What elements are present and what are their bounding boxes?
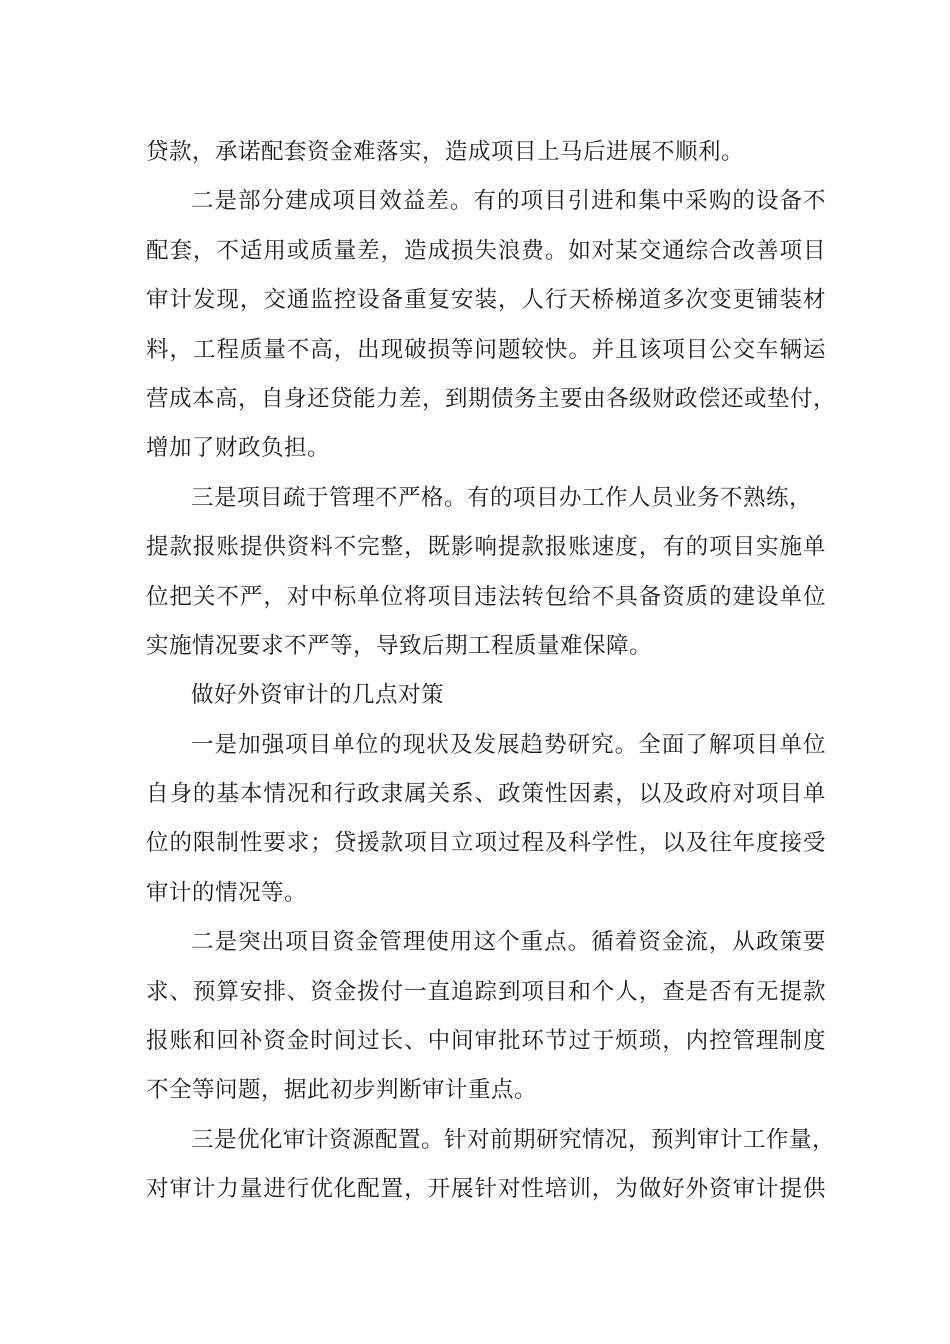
text-line: 位的限制性要求；贷援款项目立项过程及科学性，以及往年度接受 <box>146 830 826 857</box>
text-line: 报账和回补资金时间过长、中间审批环节过于烦琐，内控管理制度 <box>146 1028 826 1055</box>
text-line: 审计的情况等。 <box>146 879 308 906</box>
paragraph-research <box>146 721 826 919</box>
text-line: 三是项目疏于管理不严格。有的项目办工作人员业务不熟练， <box>191 484 813 511</box>
text-line: 二是部分建成项目效益差。有的项目引进和集中采购的设备不 <box>191 188 826 215</box>
text-line: 一是加强项目单位的现状及发展趋势研究。全面了解项目单位 <box>191 731 826 758</box>
text-line: 求、预算安排、资金拨付一直追踪到项目和个人，查是否有无提款 <box>146 978 826 1005</box>
text-line: 二是突出项目资金管理使用这个重点。循着资金流，从政策要 <box>191 929 826 956</box>
text-line: 三是优化审计资源配置。针对前期研究情况，预判审计工作量， <box>191 1126 836 1153</box>
paragraph-continued-loan <box>146 128 826 177</box>
text-line: 料，工程质量不高，出现破损等问题较快。并且该项目公交车辆运 <box>146 336 826 363</box>
text-line: 自身的基本情况和行政隶属关系、政策性因素，以及政府对项目单 <box>146 781 826 808</box>
text-line: 审计发现，交通监控设备重复安装，人行天桥梯道多次变更铺装材 <box>146 287 826 314</box>
text-line: 配套，不适用或质量差，造成损失浪费。如对某交通综合改善项目 <box>146 237 826 264</box>
paragraph-loose-management <box>146 474 826 672</box>
text-line: 对审计力量进行优化配置，开展针对性培训，为做好外资审计提供 <box>146 1176 826 1203</box>
text-line: 提款报账提供资料不完整，既影响提款报账速度，有的项目实施单 <box>146 534 826 561</box>
document-body <box>146 128 837 1215</box>
text-line: 实施情况要求不严等，导致后期工程质量难保障。 <box>146 632 653 659</box>
text-line: 贷款，承诺配套资金难落实，造成项目上马后进展不顺利。 <box>146 139 745 165</box>
paragraph-fund-management <box>146 918 826 1116</box>
text-line: 位把关不严，对中标单位将项目违法转包给不具备资质的建设单位 <box>146 583 826 610</box>
paragraph-poor-benefit <box>146 177 837 473</box>
section-heading: 做好外资审计的几点对策 <box>191 682 445 709</box>
text-line: 不全等问题，据此初步判断审计重点。 <box>146 1077 538 1104</box>
text-line: 增加了财政负担。 <box>146 435 331 462</box>
section-heading-countermeasures <box>146 671 826 720</box>
text-line: 营成本高，自身还贷能力差，到期债务主要由各级财政偿还或垫付， <box>146 385 837 412</box>
paragraph-resource-allocation <box>146 1116 836 1215</box>
